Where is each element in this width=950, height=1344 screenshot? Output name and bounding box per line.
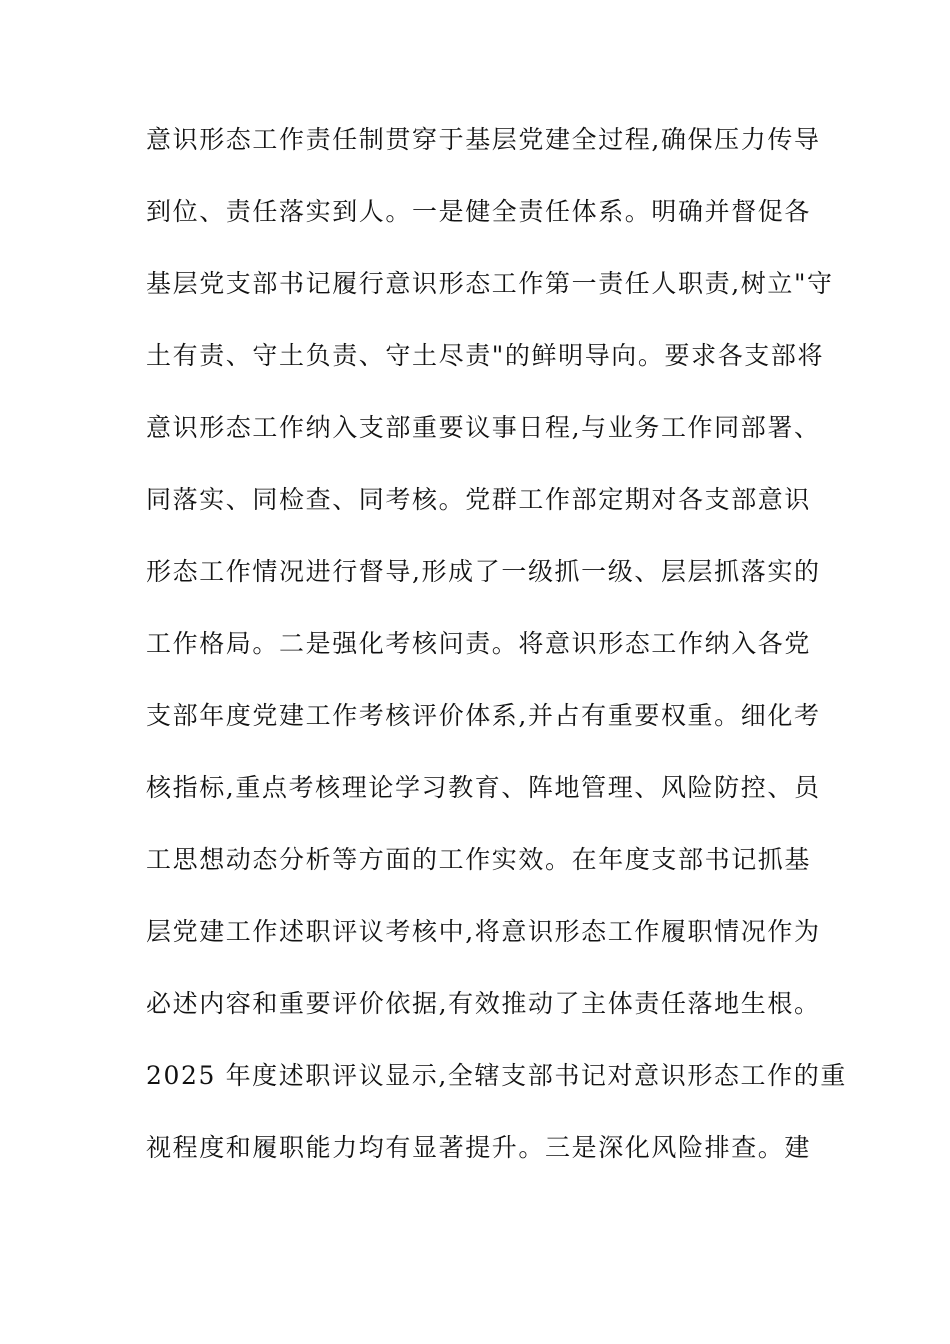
- text-line: 必述内容和重要评价依据,有效推动了主体责任落地生根。: [146, 989, 821, 1018]
- text-line: 工思想动态分析等方面的工作实效。在年度支部书记抓基: [146, 845, 812, 874]
- text-line: 视程度和履职能力均有显著提升。三是深化风险排查。建: [146, 1133, 812, 1162]
- text-line: 形态工作情况进行督导,形成了一级抓一级、层层抓落实的: [146, 557, 821, 586]
- text-line: 到位、责任落实到人。一是健全责任体系。明确并督促各: [146, 197, 812, 226]
- text-line: 工作格局。二是强化考核问责。将意识形态工作纳入各党: [146, 629, 812, 658]
- text-line: 土有责、守土负责、守土尽责"的鲜明导向。要求各支部将: [146, 341, 825, 370]
- text-line: 基层党支部书记履行意识形态工作第一责任人职责,树立"守: [146, 269, 834, 298]
- text-line: 同落实、同检查、同考核。党群工作部定期对各支部意识: [146, 485, 812, 514]
- text-line: 支部年度党建工作考核评价体系,并占有重要权重。细化考: [146, 701, 821, 730]
- text-line: 意识形态工作纳入支部重要议事日程,与业务工作同部署、: [146, 413, 821, 442]
- text-line: 核指标,重点考核理论学习教育、阵地管理、风险防控、员: [146, 773, 821, 802]
- text-line: 意识形态工作责任制贯穿于基层党建全过程,确保压力传导: [146, 125, 821, 154]
- body-text: [146, 118, 847, 1198]
- text-line: 2025 年度述职评议显示,全辖支部书记对意识形态工作的重: [146, 1061, 847, 1090]
- text-line: 层党建工作述职评议考核中,将意识形态工作履职情况作为: [146, 917, 821, 946]
